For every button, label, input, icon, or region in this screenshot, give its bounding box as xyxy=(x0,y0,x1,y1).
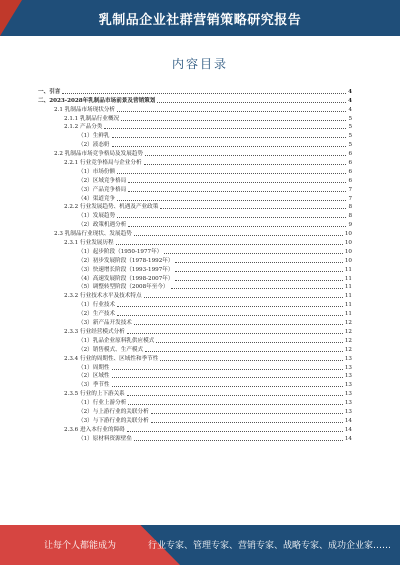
toc-entry-title: 2.2 乳制品市场竞争格局及发展趋势 xyxy=(54,151,143,158)
toc-entry-title: 2.3.5 行业的上下游关系 xyxy=(64,391,125,398)
toc-dot-leader xyxy=(156,342,343,343)
toc-entry[interactable] xyxy=(38,158,352,167)
toc-entry[interactable] xyxy=(38,105,352,114)
toc-entry-page: 9 xyxy=(348,222,352,229)
toc-dot-leader xyxy=(117,111,346,112)
toc-entry-title: 2.2.1 行业竞争格局与企业分析 xyxy=(64,160,142,167)
toc-entry[interactable] xyxy=(38,336,352,345)
toc-entry-page: 13 xyxy=(344,355,352,362)
toc-entry-title: 2.2.2 行业发展趋势、机遇及产业政策 xyxy=(64,204,159,211)
toc-dot-leader xyxy=(117,315,343,316)
toc-entry[interactable] xyxy=(38,283,352,292)
toc-dot-leader xyxy=(144,297,343,298)
toc-entry[interactable] xyxy=(38,389,352,398)
toc-dot-leader xyxy=(128,226,346,227)
toc-dot-leader xyxy=(112,386,343,387)
toc-dot-leader xyxy=(157,102,346,103)
toc-entry-page: 12 xyxy=(344,346,352,353)
toc-entry-page: 14 xyxy=(344,417,352,424)
toc-entry[interactable] xyxy=(38,238,352,247)
toc-entry[interactable] xyxy=(38,176,352,185)
toc-entry-title: 2.3.2 行业技术水平及技术特点 xyxy=(64,293,142,300)
toc-entry[interactable] xyxy=(38,87,352,96)
toc-dot-leader xyxy=(134,324,343,325)
toc-entry-page: 5 xyxy=(348,124,352,131)
toc-entry-title: 二、2023-2028年乳制品市场前景及营销策划 xyxy=(38,97,156,104)
toc-entry-title: （2）与上游行业的关联分析 xyxy=(78,408,149,415)
toc-dot-leader xyxy=(127,431,343,432)
toc-entry[interactable] xyxy=(38,327,352,336)
toc-entry[interactable] xyxy=(38,416,352,425)
toc-dot-leader xyxy=(128,191,346,192)
toc-entry-page: 11 xyxy=(344,311,352,318)
toc-dot-leader xyxy=(104,128,346,129)
toc-entry[interactable] xyxy=(38,140,352,149)
toc-dot-leader xyxy=(151,422,343,423)
toc-dot-leader xyxy=(171,288,343,289)
toc-entry[interactable] xyxy=(38,194,352,203)
toc-entry-page: 7 xyxy=(348,195,352,202)
toc-entry[interactable] xyxy=(38,407,352,416)
toc-entry-title: 2.1.1 乳制品行业概况 xyxy=(64,115,120,122)
toc-entry[interactable] xyxy=(38,309,352,318)
footer-slogan-left: 让每个人都能成为 xyxy=(44,541,117,551)
toc-entry-title: （2）液态奶 xyxy=(78,142,110,149)
page-footer xyxy=(0,525,400,565)
toc-dot-leader xyxy=(160,360,343,361)
toc-entry-page: 14 xyxy=(344,435,352,442)
toc-entry-title: （4）高速发展阶段（1998-2007年） xyxy=(78,275,174,282)
toc-entry[interactable] xyxy=(38,380,352,389)
toc-entry-title: （2）区域竞争格局 xyxy=(78,177,127,184)
toc-entry-page: 13 xyxy=(344,373,352,380)
toc-entry[interactable] xyxy=(38,131,352,140)
toc-entry-title: （1）生鲜乳 xyxy=(78,133,110,140)
toc-entry-title: 2.1.2 产品分类 xyxy=(64,124,103,131)
toc-entry-page: 10 xyxy=(344,257,352,264)
toc-entry-page: 11 xyxy=(344,302,352,309)
toc-entry-page: 6 xyxy=(348,168,352,175)
toc-entry-page: 11 xyxy=(344,293,352,300)
toc-entry-title: （3）与下游行业的关联分析 xyxy=(78,417,149,424)
toc-entry-page: 6 xyxy=(348,177,352,184)
toc-entry[interactable] xyxy=(38,372,352,381)
toc-dot-leader xyxy=(175,271,342,272)
toc-entry[interactable] xyxy=(38,274,352,283)
toc-entry-page: 12 xyxy=(344,320,352,327)
toc-dot-leader xyxy=(121,120,346,121)
toc-entry-page: 12 xyxy=(344,328,352,335)
toc-entry-title: 2.3.4 行业的周期性、区域性和季节性 xyxy=(64,355,159,362)
toc-dot-leader xyxy=(134,235,343,236)
toc-dot-leader xyxy=(144,164,347,165)
toc-entry-title: （3）产品竞争格局 xyxy=(78,186,127,193)
toc-entry-title: （1）原材料资源壁垒 xyxy=(78,435,132,442)
toc-entry[interactable] xyxy=(38,354,352,363)
toc-entry[interactable] xyxy=(38,211,352,220)
toc-entry-title: （1）行业上游分析 xyxy=(78,400,127,407)
toc-dot-leader xyxy=(175,280,342,281)
toc-entry[interactable] xyxy=(38,185,352,194)
toc-entry[interactable] xyxy=(38,345,352,354)
toc-entry-title: （5）调整转型阶段（2008年至今） xyxy=(78,284,169,291)
toc-entry[interactable] xyxy=(38,220,352,229)
toc-entry-title: （3）季节性 xyxy=(78,382,110,389)
toc-entry-page: 4 xyxy=(348,97,352,104)
footer-slogan-right: 行业专家、管理专家、营销专家、战略专家、成功企业家…… xyxy=(148,541,392,551)
toc-entry-title: （1）乳品企业原料乳供应模式 xyxy=(78,337,155,344)
toc-entry-title: （2）区域性 xyxy=(78,373,110,380)
toc-entry[interactable] xyxy=(38,291,352,300)
toc-entry-page: 13 xyxy=(344,400,352,407)
toc-entry-title: （2）销售模式、生产模式 xyxy=(78,346,144,353)
toc-dot-leader xyxy=(112,137,347,138)
toc-entry-title: （3）快速增长阶段（1993-1997年） xyxy=(78,266,174,273)
toc-entry-page: 6 xyxy=(348,151,352,158)
toc-entry[interactable] xyxy=(38,425,352,434)
toc-dot-leader xyxy=(112,146,347,147)
toc-entry-title: （2）生产技术 xyxy=(78,311,116,318)
toc-entry-title: （1）发展趋势 xyxy=(78,213,116,220)
toc-entry-page: 4 xyxy=(348,106,352,113)
toc-entry-title: （2）政策机遇分析 xyxy=(78,222,127,229)
toc-entry[interactable] xyxy=(38,398,352,407)
toc-entry[interactable] xyxy=(38,229,352,238)
toc-entry-page: 12 xyxy=(344,337,352,344)
toc-entry-page: 5 xyxy=(348,133,352,140)
toc-dot-leader xyxy=(134,440,343,441)
toc-entry-page: 8 xyxy=(348,204,352,211)
toc-dot-leader xyxy=(117,173,346,174)
toc-entry[interactable] xyxy=(38,256,352,265)
toc-dot-leader xyxy=(117,200,346,201)
toc-entry-page: 10 xyxy=(344,240,352,247)
toc-entry-page: 10 xyxy=(344,248,352,255)
toc-entry-page: 6 xyxy=(348,160,352,167)
toc-entry[interactable] xyxy=(38,265,352,274)
toc-dot-leader xyxy=(112,377,343,378)
table-of-contents xyxy=(38,87,352,443)
toc-entry-title: 2.3.6 进入本行业的障碍 xyxy=(64,426,125,433)
toc-entry-title: （3）新产品开发技术 xyxy=(78,320,132,327)
toc-entry[interactable] xyxy=(38,167,352,176)
toc-entry-title: 2.1 乳制品市场现状分析 xyxy=(54,106,116,113)
toc-heading: 内容目录 xyxy=(171,57,228,71)
toc-entry-page: 14 xyxy=(344,426,352,433)
toc-entry-title: 一、引言 xyxy=(38,88,61,95)
toc-entry-title: （1）行业技术 xyxy=(78,302,116,309)
toc-entry-title: （2）初步发展阶段（1978-1992年） xyxy=(78,257,174,264)
toc-entry-title: （1）起步阶段（1950-1977年） xyxy=(78,248,163,255)
toc-entry-page: 13 xyxy=(344,408,352,415)
toc-dot-leader xyxy=(128,404,343,405)
toc-dot-leader xyxy=(151,413,343,414)
toc-entry-title: （1）市场份额 xyxy=(78,168,116,175)
toc-entry[interactable] xyxy=(38,114,352,123)
toc-entry-page: 11 xyxy=(344,284,352,291)
toc-entry-page: 13 xyxy=(344,364,352,371)
toc-entry-title: 2.3 乳制品行业现状、发展趋势 xyxy=(54,231,132,238)
toc-entry-page: 7 xyxy=(348,186,352,193)
toc-dot-leader xyxy=(145,155,346,156)
toc-dot-leader xyxy=(127,395,343,396)
toc-dot-leader xyxy=(117,217,346,218)
toc-entry-title: 2.3.3 行业经营模式分析 xyxy=(64,328,125,335)
toc-entry[interactable] xyxy=(38,247,352,256)
toc-dot-leader xyxy=(175,262,342,263)
toc-entry-page: 8 xyxy=(348,213,352,220)
toc-dot-leader xyxy=(116,244,343,245)
toc-dot-leader xyxy=(160,208,346,209)
toc-dot-leader xyxy=(112,369,343,370)
toc-dot-leader xyxy=(127,333,343,334)
toc-entry[interactable] xyxy=(38,434,352,443)
toc-entry-title: （1）周期性 xyxy=(78,364,110,371)
toc-dot-leader xyxy=(145,351,343,352)
toc-entry[interactable] xyxy=(38,300,352,309)
toc-entry-page: 13 xyxy=(344,391,352,398)
toc-entry[interactable] xyxy=(38,123,352,132)
toc-entry[interactable] xyxy=(38,363,352,372)
toc-dot-leader xyxy=(164,253,343,254)
page-header xyxy=(0,0,400,36)
toc-entry-page: 13 xyxy=(344,382,352,389)
toc-entry-page: 11 xyxy=(344,266,352,273)
toc-entry[interactable] xyxy=(38,149,352,158)
toc-entry-page: 5 xyxy=(348,115,352,122)
toc-entry-page: 4 xyxy=(348,88,352,95)
toc-entry-page: 11 xyxy=(344,275,352,282)
report-title: 乳制品企业社群营销策略研究报告 xyxy=(98,13,302,28)
toc-entry-title: 2.3.1 行业发展历程 xyxy=(64,240,114,247)
toc-entry[interactable] xyxy=(38,96,352,105)
toc-dot-leader xyxy=(117,306,343,307)
toc-entry-title: （4）渠道竞争 xyxy=(78,195,116,202)
toc-dot-leader xyxy=(62,93,346,94)
toc-entry[interactable] xyxy=(38,318,352,327)
toc-dot-leader xyxy=(128,182,346,183)
toc-entry[interactable] xyxy=(38,203,352,212)
toc-entry-page: 10 xyxy=(344,231,352,238)
toc-entry-page: 5 xyxy=(348,142,352,149)
